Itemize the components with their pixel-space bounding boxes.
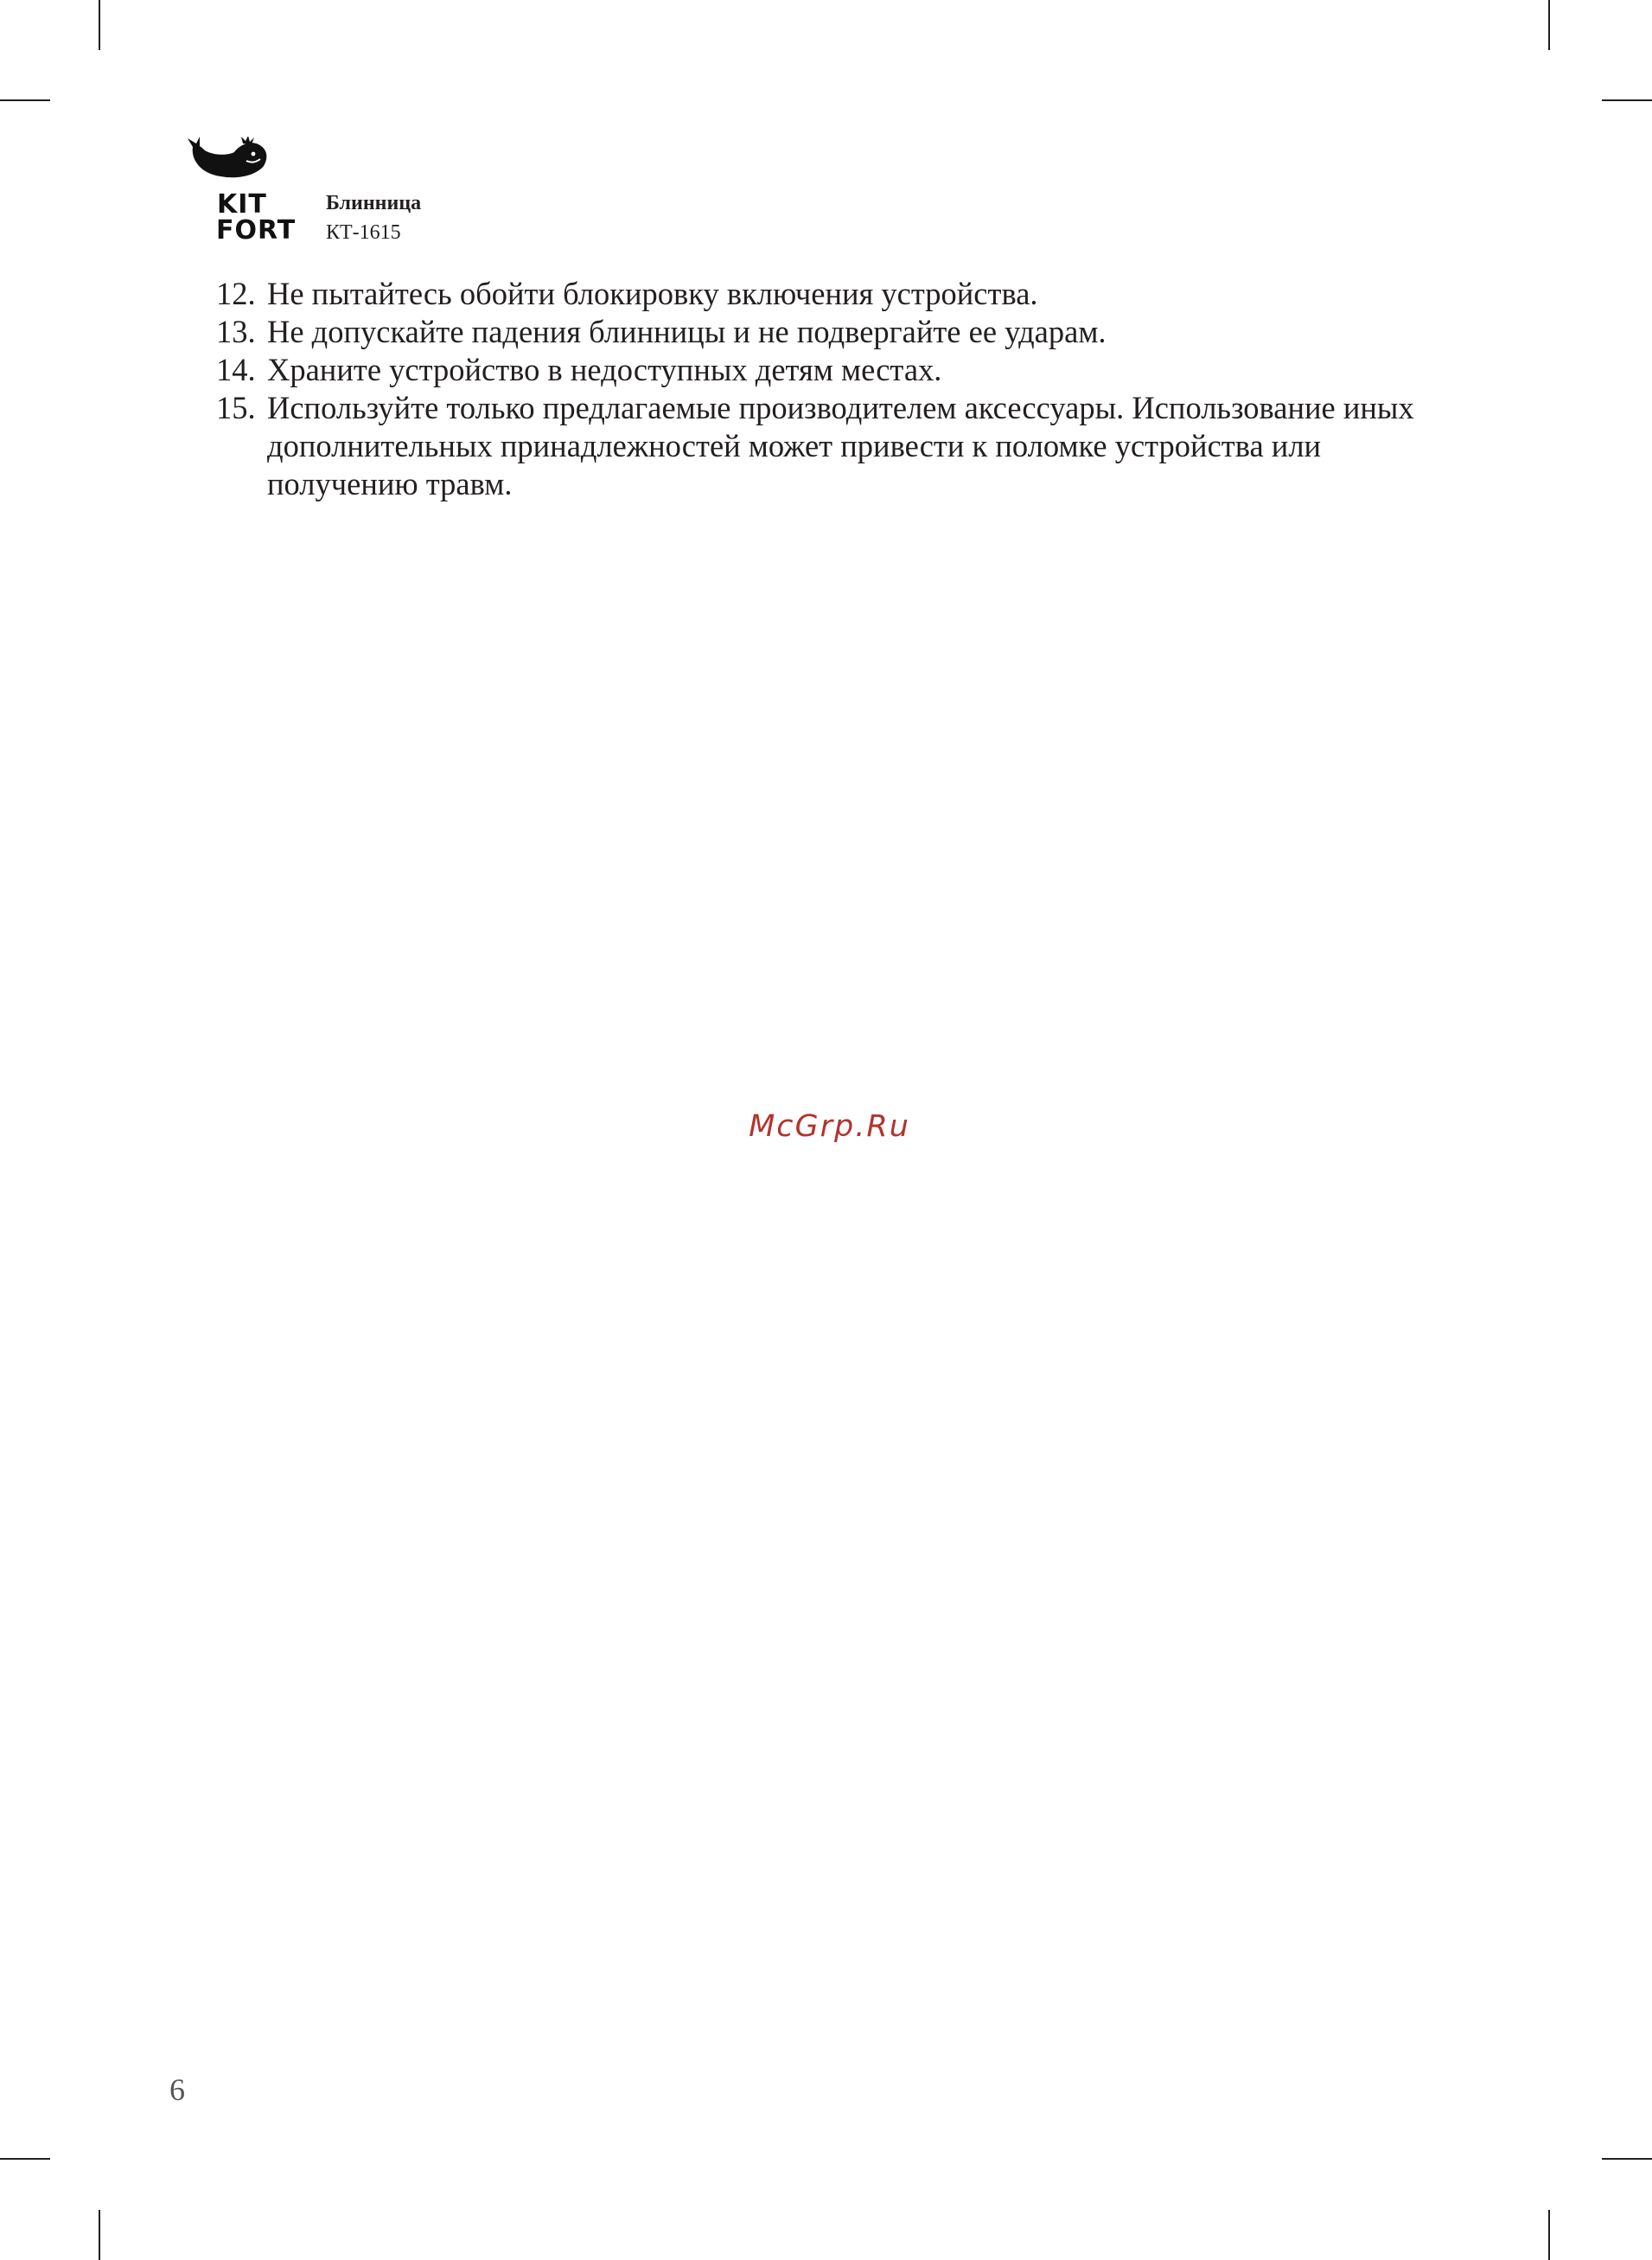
brand-line-1: KIT xyxy=(217,189,267,220)
product-info xyxy=(326,188,421,247)
item-text: Храните устройство в недоступных детям местах. xyxy=(267,352,942,387)
list-item xyxy=(216,389,1470,503)
list-item xyxy=(216,275,1470,313)
product-model: КТ-1615 xyxy=(326,221,401,244)
product-name: Блинница xyxy=(326,192,422,214)
crop-mark-right-bottom xyxy=(1602,2158,1652,2160)
list-item xyxy=(216,313,1470,351)
item-number: 13. xyxy=(216,314,256,349)
crop-mark-top-right xyxy=(1548,0,1550,50)
instruction-list xyxy=(216,275,1470,503)
item-number: 15. xyxy=(216,390,256,425)
item-number: 12. xyxy=(216,276,256,311)
crop-mark-top-left xyxy=(99,0,100,50)
kitfort-logo xyxy=(186,137,298,245)
page-header xyxy=(186,137,705,245)
item-number: 14. xyxy=(216,352,256,387)
crop-mark-bottom-left xyxy=(99,2210,100,2260)
item-text: Не допускайте падения блинницы и не подвергайте ее ударам. xyxy=(267,314,1107,349)
list-item xyxy=(216,351,1470,389)
crop-mark-bottom-right xyxy=(1548,2210,1550,2260)
brand-line-2: FORT xyxy=(216,215,297,246)
watermark: McGrp.Ru xyxy=(749,1109,910,1144)
crop-mark-left-top xyxy=(0,99,50,101)
item-text: Не пытайтесь обойти блокировку включения устройства. xyxy=(267,276,1038,311)
item-text: Используйте только предлагаемые производителем аксессуары. Использование иных дополнительных принадлежностей может привести к поломке устройства или получению травм. xyxy=(267,390,1414,501)
whale-icon xyxy=(186,137,298,197)
page-number: 6 xyxy=(169,2072,185,2107)
crop-mark-right-top xyxy=(1602,99,1652,101)
crop-mark-left-bottom xyxy=(0,2158,50,2160)
